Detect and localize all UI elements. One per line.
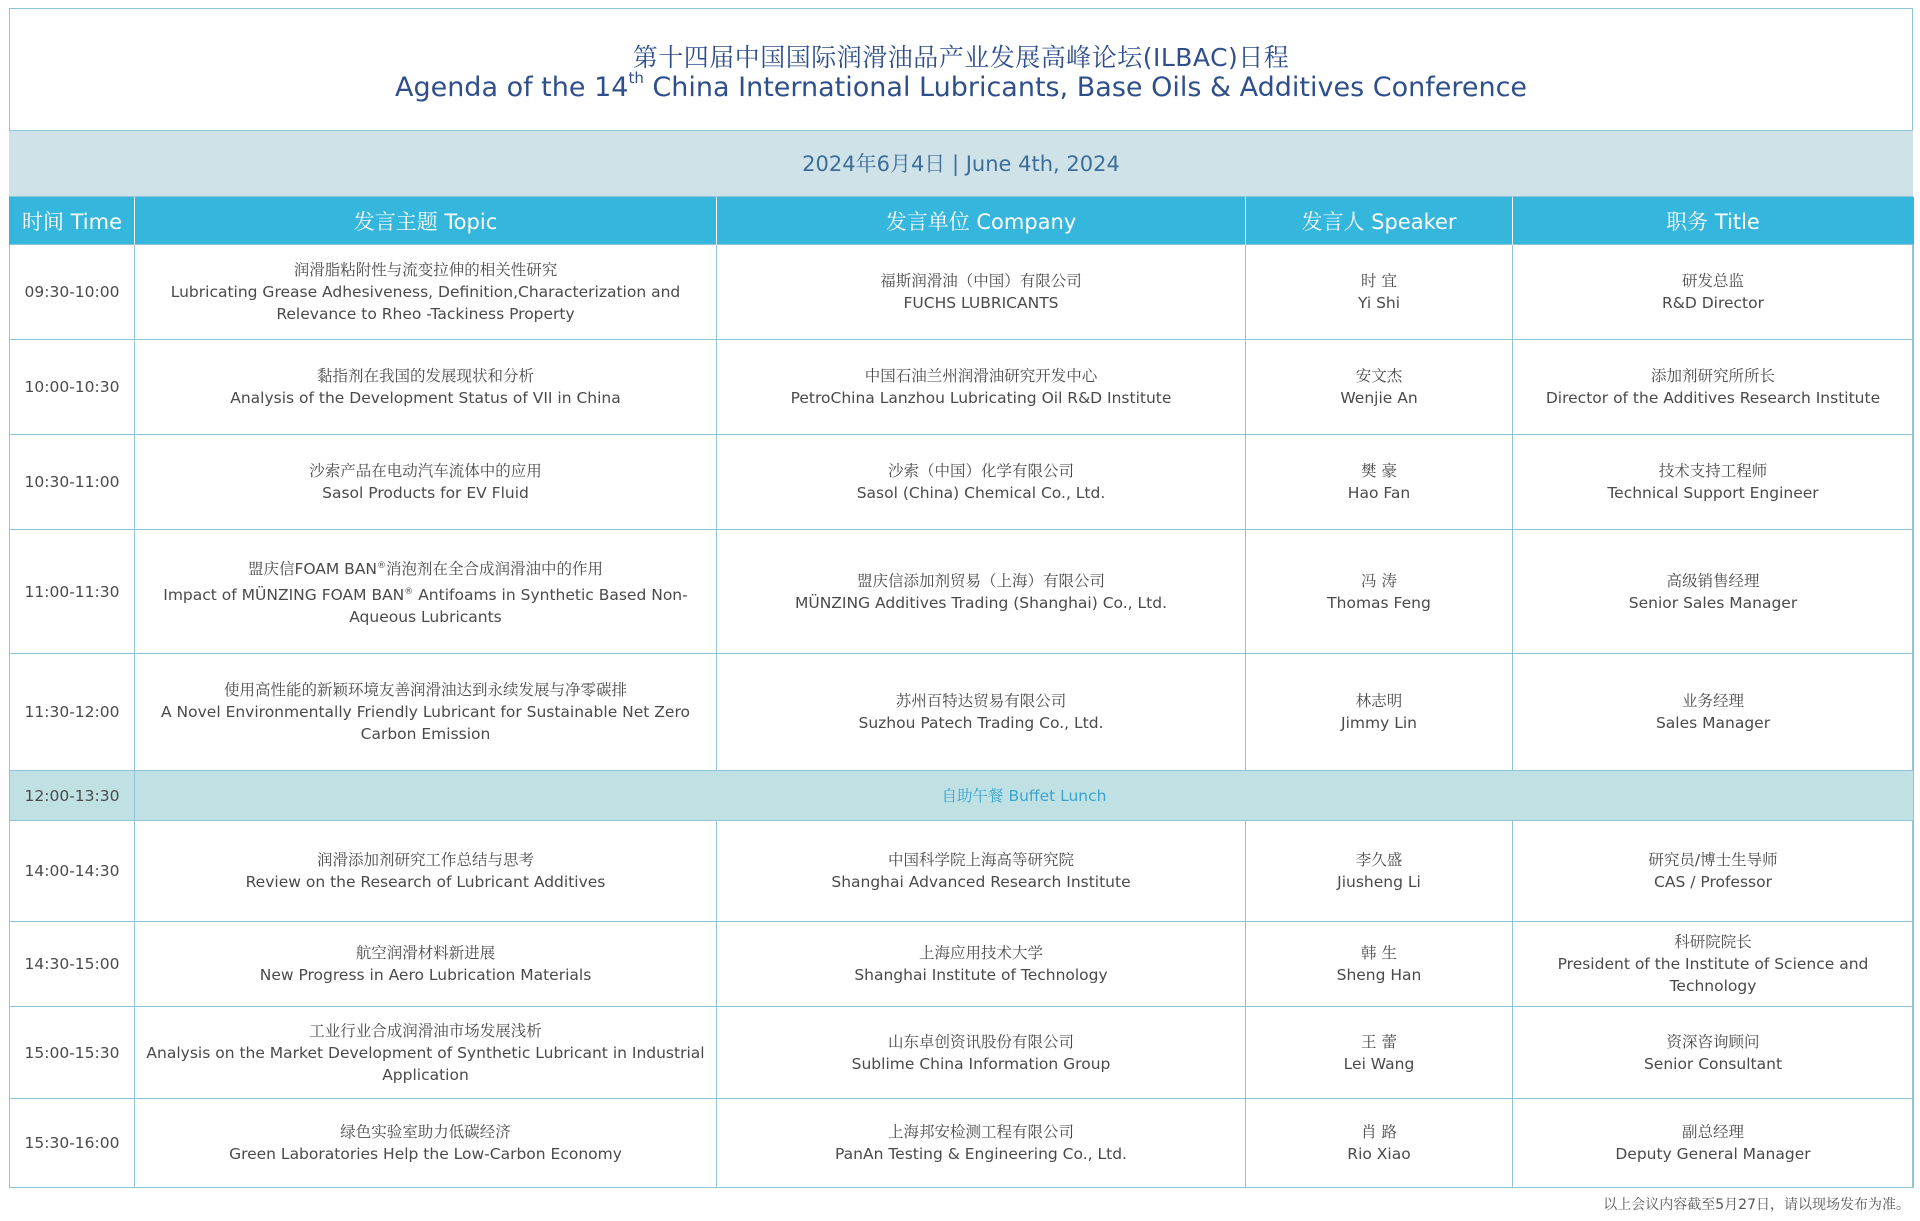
speaker-en: Lei Wang [1343, 1054, 1415, 1073]
table-row [10, 245, 1914, 340]
table-row [10, 340, 1914, 435]
company-cn: 盟庆信添加剂贸易（上海）有限公司 [856, 571, 1105, 590]
company-en: MÜNZING Additives Trading (Shanghai) Co., Ltd. [794, 593, 1167, 612]
date-band: 2024年6月4日 | June 4th, 2024 [9, 131, 1913, 197]
topic-cell [135, 435, 717, 530]
title-en: President of the Institute of Science and Technology [1557, 955, 1869, 995]
column-header-speaker: 发言人 Speaker [1246, 197, 1513, 245]
lunch-label: 自助午餐 Buffet Lunch [135, 771, 1914, 821]
topic-cell [135, 1007, 717, 1099]
title-en: Technical Support Engineer [1607, 484, 1819, 502]
title-english-part2: China International Lubricants, Base Oils & Additives Conference [643, 72, 1528, 103]
company-cell [717, 1007, 1246, 1099]
company-en: Sublime China Information Group [851, 1054, 1111, 1073]
speaker-cell [1246, 245, 1513, 340]
table-row [10, 1099, 1914, 1188]
time-cell: 15:30-16:00 [10, 1099, 135, 1188]
speaker-cell [1246, 1099, 1513, 1188]
time-cell: 12:00-13:30 [10, 771, 135, 821]
topic-en: Review on the Research of Lubricant Additives [245, 873, 606, 891]
time-cell: 14:00-14:30 [10, 821, 135, 922]
title-cn: 业务经理 [1681, 692, 1744, 710]
company-cell [717, 1099, 1246, 1188]
topic-en: Green Laboratories Help the Low-Carbon Economy [229, 1145, 622, 1163]
title-cell [1513, 922, 1914, 1007]
speaker-en: Hao Fan [1347, 484, 1411, 502]
lunch-row [10, 771, 1914, 821]
company-cn: 中国石油兰州润滑油研究开发中心 [864, 367, 1098, 385]
time-cell: 14:30-15:00 [10, 922, 135, 1007]
topic-cn: 绿色实验室助力低碳经济 [340, 1123, 511, 1141]
company-cell [717, 245, 1246, 340]
title-cell [1513, 245, 1914, 340]
title-block [9, 8, 1913, 131]
title-chinese: 第十四届中国国际润滑油品产业发展高峰论坛(ILBAC)日程 [632, 43, 1290, 72]
topic-en [141, 581, 710, 628]
topic-en: Analysis of the Development Status of VII in China [230, 389, 621, 407]
speaker-cn: 肖 路 [1361, 1123, 1397, 1141]
company-cn: 福斯润滑油（中国）有限公司 [880, 272, 1082, 290]
speaker-cn: 韩 生 [1361, 944, 1397, 962]
company-cn: 山东卓创资讯股份有限公司 [887, 1032, 1074, 1051]
title-cn: 资深咨询顾问 [1666, 1032, 1760, 1051]
table-row [10, 821, 1914, 922]
company-cell [717, 821, 1246, 922]
title-cn: 副总经理 [1681, 1123, 1744, 1141]
column-header-topic: 发言主题 Topic [135, 197, 717, 245]
topic-cn: 使用高性能的新颖环境友善润滑油达到永续发展与净零碳排 [223, 681, 627, 699]
company-en: Suzhou Patech Trading Co., Ltd. [858, 714, 1104, 732]
title-english-part1: Agenda of the 14 [394, 72, 629, 103]
title-cell [1513, 821, 1914, 922]
speaker-en: Wenjie An [1340, 389, 1418, 407]
speaker-cell [1246, 821, 1513, 922]
title-cell [1513, 1099, 1914, 1188]
speaker-en: Thomas Feng [1327, 593, 1431, 612]
title-cn: 添加剂研究所所长 [1650, 367, 1775, 385]
topic-en: Lubricating Grease Adhesiveness, Definition,Characterization and Relevance to Rheo -Tackiness Property [170, 283, 681, 323]
speaker-en: Jimmy Lin [1341, 714, 1417, 732]
speaker-en: Sheng Han [1336, 966, 1422, 984]
title-english-ordinal: th [628, 69, 644, 87]
title-en: Deputy General Manager [1615, 1145, 1811, 1163]
table-row [10, 1007, 1914, 1099]
table-row [10, 922, 1914, 1007]
title-en: Senior Consultant [1643, 1054, 1783, 1073]
topic-cell [135, 245, 717, 340]
company-en: FUCHS LUBRICANTS [903, 294, 1059, 312]
topic-cn: 沙索产品在电动汽车流体中的应用 [309, 462, 542, 480]
time-cell: 10:00-10:30 [10, 340, 135, 435]
title-en: R&D Director [1662, 294, 1764, 312]
footnote: 以上会议内容截至5月27日，请以现场发布为准。 [1603, 1197, 1910, 1213]
topic-cell [135, 821, 717, 922]
title-cn: 技术支持工程师 [1658, 462, 1768, 480]
topic-cell [135, 530, 717, 654]
registered-mark: ® [404, 586, 414, 597]
title-en: Sales Manager [1655, 714, 1771, 732]
company-cell [717, 340, 1246, 435]
speaker-en: Yi Shi [1357, 294, 1401, 312]
company-cell [717, 530, 1246, 654]
topic-cn: 工业行业合成润滑油市场发展浅析 [309, 1021, 542, 1040]
time-cell: 15:00-15:30 [10, 1007, 135, 1099]
topic-en-part1: Impact of MÜNZING FOAM BAN [163, 585, 405, 604]
company-cn: 上海邦安检测工程有限公司 [887, 1123, 1074, 1141]
column-header-time: 时间 Time [10, 197, 135, 245]
title-en: CAS / Professor [1654, 873, 1772, 891]
topic-en: New Progress in Aero Lubrication Materials [259, 966, 592, 984]
title-cn: 高级销售经理 [1666, 571, 1760, 590]
topic-cn-part2: 消泡剂在全合成润滑油中的作用 [386, 560, 604, 579]
topic-cn: 航空润滑材料新进展 [355, 944, 496, 962]
topic-cell [135, 1099, 717, 1188]
time-cell: 11:30-12:00 [10, 654, 135, 771]
company-en: PetroChina Lanzhou Lubricating Oil R&D Institute [790, 389, 1172, 407]
table-header-row [10, 197, 1914, 245]
company-cn: 上海应用技术大学 [918, 944, 1043, 962]
title-cn: 研发总监 [1681, 272, 1744, 290]
topic-cell [135, 340, 717, 435]
speaker-cn: 安文杰 [1355, 367, 1403, 385]
topic-en: A Novel Environmentally Friendly Lubricant for Sustainable Net Zero Carbon Emission [161, 703, 690, 743]
title-cell [1513, 435, 1914, 530]
speaker-cell [1246, 435, 1513, 530]
topic-cn: 黏指剂在我国的发展现状和分析 [316, 367, 534, 385]
company-cell [717, 654, 1246, 771]
speaker-cn: 冯 涛 [1361, 571, 1397, 590]
speaker-en: Rio Xiao [1347, 1145, 1411, 1163]
company-cn: 中国科学院上海高等研究院 [887, 851, 1074, 869]
topic-en-part2: Antifoams in Synthetic Based Non-Aqueous Lubricants [349, 585, 688, 626]
table-row [10, 530, 1914, 654]
topic-cell [135, 654, 717, 771]
company-cell [717, 922, 1246, 1007]
speaker-en: Jiusheng Li [1337, 873, 1421, 891]
topic-cn [141, 555, 710, 580]
time-cell: 10:30-11:00 [10, 435, 135, 530]
title-cell [1513, 530, 1914, 654]
speaker-cell [1246, 340, 1513, 435]
topic-cell [135, 922, 717, 1007]
company-en: Shanghai Advanced Research Institute [831, 873, 1131, 891]
topic-cn: 润滑添加剂研究工作总结与思考 [316, 851, 534, 869]
title-cn: 科研院院长 [1674, 933, 1752, 951]
title-en: Director of the Additives Research Institute [1545, 389, 1881, 407]
speaker-cn: 樊 豪 [1361, 462, 1397, 480]
column-header-title: 职务 Title [1513, 197, 1914, 245]
topic-cn: 润滑脂粘附性与流变拉伸的相关性研究 [293, 261, 558, 279]
speaker-cell [1246, 922, 1513, 1007]
speaker-cn: 时 宜 [1361, 272, 1397, 290]
speaker-cell [1246, 530, 1513, 654]
title-cell [1513, 340, 1914, 435]
time-cell: 11:00-11:30 [10, 530, 135, 654]
company-cn: 沙索（中国）化学有限公司 [887, 462, 1074, 480]
speaker-cn: 林志明 [1355, 692, 1403, 710]
table-row [10, 435, 1914, 530]
company-en: PanAn Testing & Engineering Co., Ltd. [835, 1145, 1127, 1163]
speaker-cn: 王 蕾 [1361, 1032, 1397, 1051]
time-cell: 09:30-10:00 [10, 245, 135, 340]
topic-en: Analysis on the Market Development of Synthetic Lubricant in Industrial Application [146, 1043, 705, 1084]
title-cn: 研究员/博士生导师 [1648, 851, 1778, 869]
company-cell [717, 435, 1246, 530]
title-en: Senior Sales Manager [1628, 593, 1798, 612]
table-row [10, 654, 1914, 771]
registered-mark: ® [377, 561, 387, 572]
topic-en: Sasol Products for EV Fluid [322, 484, 529, 502]
column-header-company: 发言单位 Company [717, 197, 1246, 245]
speaker-cell [1246, 654, 1513, 771]
speaker-cn: 李久盛 [1355, 851, 1403, 869]
speaker-cell [1246, 1007, 1513, 1099]
title-cell [1513, 654, 1914, 771]
company-cn: 苏州百特达贸易有限公司 [895, 692, 1067, 710]
title-english [9, 69, 1913, 103]
title-cell [1513, 1007, 1914, 1099]
agenda-table [9, 197, 1914, 1188]
company-en: Shanghai Institute of Technology [854, 966, 1108, 984]
company-en: Sasol (China) Chemical Co., Ltd. [856, 484, 1106, 502]
topic-cn-part1: 盟庆信FOAM BAN [247, 560, 378, 579]
